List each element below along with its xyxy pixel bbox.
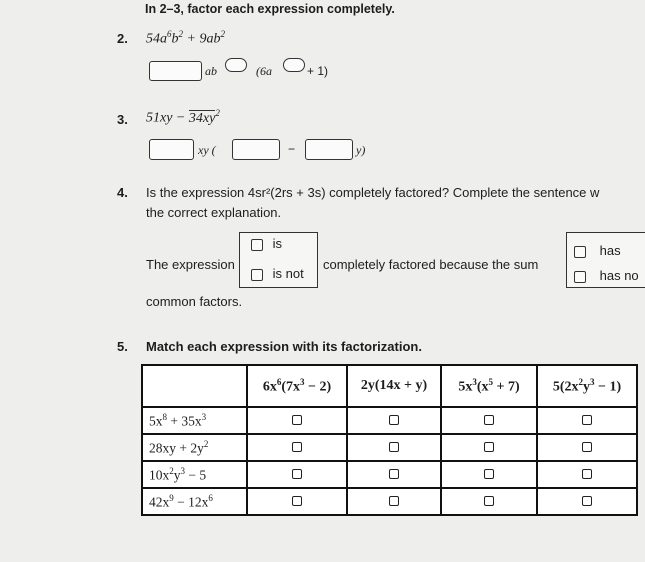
problem-5-question: Match each expression with its factorization. bbox=[146, 339, 422, 354]
problem-4-question-line2: the correct explanation. bbox=[146, 205, 282, 220]
choice-is-not-checkbox[interactable] bbox=[251, 269, 263, 281]
problem-5-number: 5. bbox=[117, 339, 128, 354]
problem-3-coefficient-box[interactable] bbox=[149, 139, 194, 160]
choice-is-not[interactable] bbox=[251, 266, 304, 281]
row-expression-2: $28xy + 2y^2$ bbox=[142, 434, 247, 461]
match-checkbox[interactable] bbox=[582, 496, 592, 506]
header-factor-4: $5(2x^2y^3 - 1)$ bbox=[537, 365, 637, 407]
match-checkbox[interactable] bbox=[484, 442, 494, 452]
match-cell[interactable] bbox=[537, 461, 637, 488]
match-checkbox[interactable] bbox=[582, 442, 592, 452]
row-expression-3: $10x^2y^3 - 5$ bbox=[142, 461, 247, 488]
choice-has-label: has bbox=[599, 243, 621, 258]
problem-2-part-ab: ab bbox=[205, 64, 217, 78]
match-cell[interactable] bbox=[247, 407, 347, 434]
problem-3-part-y: y) bbox=[356, 143, 366, 157]
choice-is-checkbox[interactable] bbox=[251, 239, 263, 251]
match-cell[interactable] bbox=[537, 407, 637, 434]
problem-2-exponent-box[interactable] bbox=[225, 58, 247, 72]
problem-3-first-term-box[interactable] bbox=[232, 139, 280, 160]
choice-has-checkbox[interactable] bbox=[574, 246, 586, 258]
match-cell[interactable] bbox=[247, 461, 347, 488]
problem-3-second-term-box[interactable] bbox=[305, 139, 353, 160]
match-checkbox[interactable] bbox=[389, 469, 399, 479]
match-cell[interactable] bbox=[347, 488, 441, 515]
match-cell[interactable] bbox=[247, 488, 347, 515]
match-checkbox[interactable] bbox=[582, 469, 592, 479]
match-checkbox[interactable] bbox=[292, 496, 302, 506]
table-row bbox=[142, 488, 637, 515]
match-cell[interactable] bbox=[347, 434, 441, 461]
match-checkbox[interactable] bbox=[484, 496, 494, 506]
match-cell[interactable] bbox=[347, 461, 441, 488]
problem-4-question: Is the expression 4sr²(2rs + 3s) completely factored? Complete the sentence w bbox=[146, 185, 600, 200]
table-row bbox=[142, 434, 637, 461]
match-checkbox[interactable] bbox=[582, 415, 592, 425]
match-cell[interactable] bbox=[347, 407, 441, 434]
problem-3-expression: $51xy - 34xy^2$ bbox=[146, 108, 220, 126]
problem-2-expression: $54a^6b^2 + 9ab^2$ bbox=[146, 29, 225, 47]
choice-is[interactable] bbox=[251, 236, 282, 251]
match-checkbox[interactable] bbox=[484, 469, 494, 479]
header-factor-2: 2y(14x + y) bbox=[347, 365, 441, 407]
problem-3-part-xy: xy ( bbox=[198, 143, 216, 157]
problem-2-part-6a: (6a bbox=[256, 64, 272, 78]
match-cell[interactable] bbox=[537, 488, 637, 515]
choice-has-no[interactable] bbox=[574, 268, 639, 283]
header-factor-3: $5x^3(x^5 + 7)$ bbox=[441, 365, 537, 407]
match-checkbox[interactable] bbox=[292, 442, 302, 452]
row-expression-4: $42x^9 - 12x^6$ bbox=[142, 488, 247, 515]
choice-is-not-label: is not bbox=[272, 266, 304, 281]
problem-3-number: 3. bbox=[117, 112, 128, 127]
match-checkbox[interactable] bbox=[389, 496, 399, 506]
problem-2-number: 2. bbox=[117, 31, 128, 46]
problem-4-sentence-end: common factors. bbox=[146, 294, 243, 309]
match-cell[interactable] bbox=[441, 461, 537, 488]
table-header-row bbox=[142, 365, 637, 407]
problem-4-number: 4. bbox=[117, 185, 128, 200]
instructions: In 2–3, factor each expression completely. bbox=[145, 2, 395, 16]
header-factor-1: $6x^6(7x^3 - 2)$ bbox=[247, 365, 347, 407]
match-cell[interactable] bbox=[441, 407, 537, 434]
match-cell[interactable] bbox=[441, 434, 537, 461]
match-checkbox[interactable] bbox=[292, 469, 302, 479]
problem-2-part-plus1: + 1) bbox=[307, 64, 329, 78]
choice-is-label: is bbox=[272, 236, 283, 251]
choice-has-no-checkbox[interactable] bbox=[574, 271, 586, 283]
matching-table bbox=[141, 364, 638, 516]
row-expression-1: $5x^8 + 35x^3$ bbox=[142, 407, 247, 434]
choice-has[interactable] bbox=[574, 243, 621, 258]
match-checkbox[interactable] bbox=[292, 415, 302, 425]
match-checkbox[interactable] bbox=[484, 415, 494, 425]
match-checkbox[interactable] bbox=[389, 415, 399, 425]
match-checkbox[interactable] bbox=[389, 442, 399, 452]
match-cell[interactable] bbox=[537, 434, 637, 461]
match-cell[interactable] bbox=[247, 434, 347, 461]
corner-cell bbox=[142, 365, 247, 407]
problem-2-coefficient-box[interactable] bbox=[149, 61, 202, 81]
table-row bbox=[142, 461, 637, 488]
match-cell[interactable] bbox=[441, 488, 537, 515]
problem-2-inner-exponent-box[interactable] bbox=[283, 58, 305, 72]
table-row bbox=[142, 407, 637, 434]
problem-4-sentence-middle: completely factored because the sum bbox=[323, 257, 539, 272]
problem-3-part-minus: − bbox=[288, 142, 296, 156]
problem-4-sentence-start: The expression bbox=[146, 257, 235, 272]
choice-has-no-label: has no bbox=[599, 268, 639, 283]
